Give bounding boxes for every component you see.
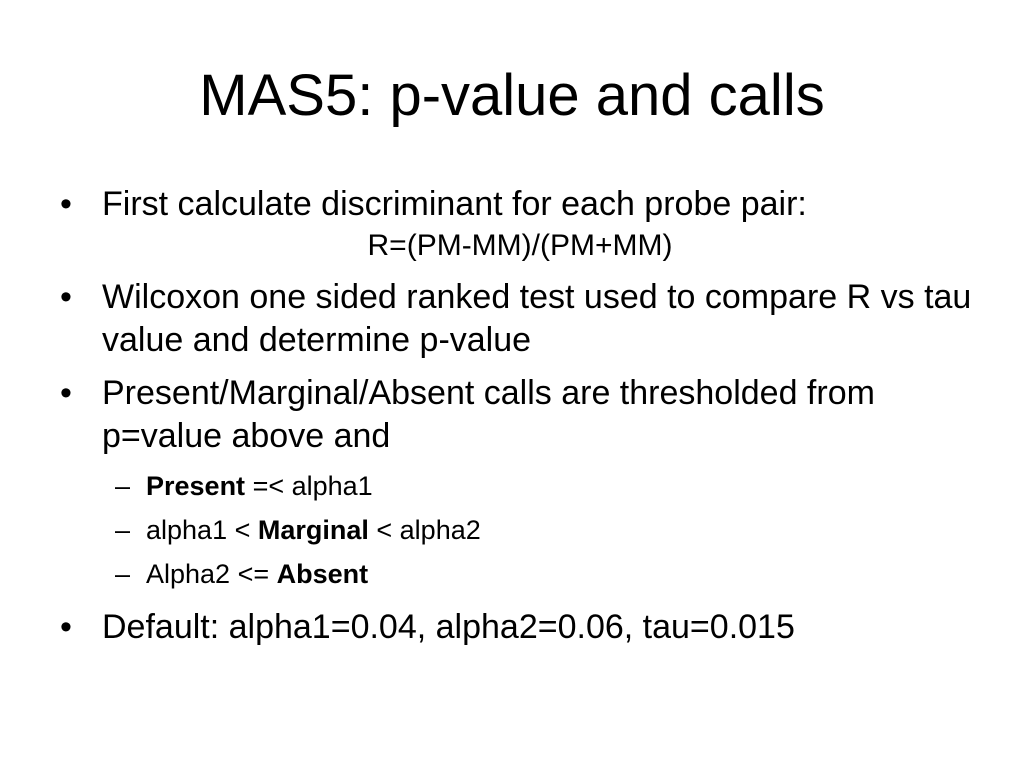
bullet-item-discriminant [60, 183, 980, 266]
bullet-icon: • [60, 185, 72, 223]
sub-list [102, 464, 980, 596]
call-label-marginal: Marginal [257, 515, 369, 545]
bullet-text: First calculate discriminant for each probe pair: [102, 185, 807, 223]
bullet-item-default [60, 606, 980, 649]
bullet-item-calls [60, 372, 980, 596]
bullet-icon: • [60, 374, 72, 412]
sub-item-present [102, 464, 980, 508]
bullet-text: Default: alpha1=0.04, alpha2=0.06, tau=0.015 [102, 608, 795, 646]
bullet-text: Present/Marginal/Absent calls are thresholded from p=value above and [102, 374, 875, 455]
dash-icon: – [115, 559, 131, 589]
sub-item-before: Alpha2 <= [146, 559, 277, 589]
call-label-present: Present [146, 471, 246, 501]
formula: R=(PM-MM)/(PM+MM) [367, 229, 673, 262]
sub-item-after: < alpha2 [368, 515, 481, 545]
bullet-icon: • [60, 608, 72, 646]
sub-item-marginal [102, 508, 980, 552]
bullet-list [60, 183, 980, 659]
dash-icon: – [115, 471, 131, 501]
sub-item-before: alpha1 < [146, 515, 258, 545]
call-label-absent: Absent [276, 559, 369, 589]
sub-item-absent [102, 552, 980, 596]
slide-title: MAS5: p-value and calls [199, 63, 825, 128]
bullet-icon: • [60, 278, 72, 316]
sub-item-after: =< alpha1 [245, 471, 373, 501]
dash-icon: – [115, 515, 131, 545]
bullet-text: Wilcoxon one sided ranked test used to compare R vs tau value and determine p-value [102, 278, 972, 359]
bullet-item-wilcoxon [60, 276, 980, 362]
